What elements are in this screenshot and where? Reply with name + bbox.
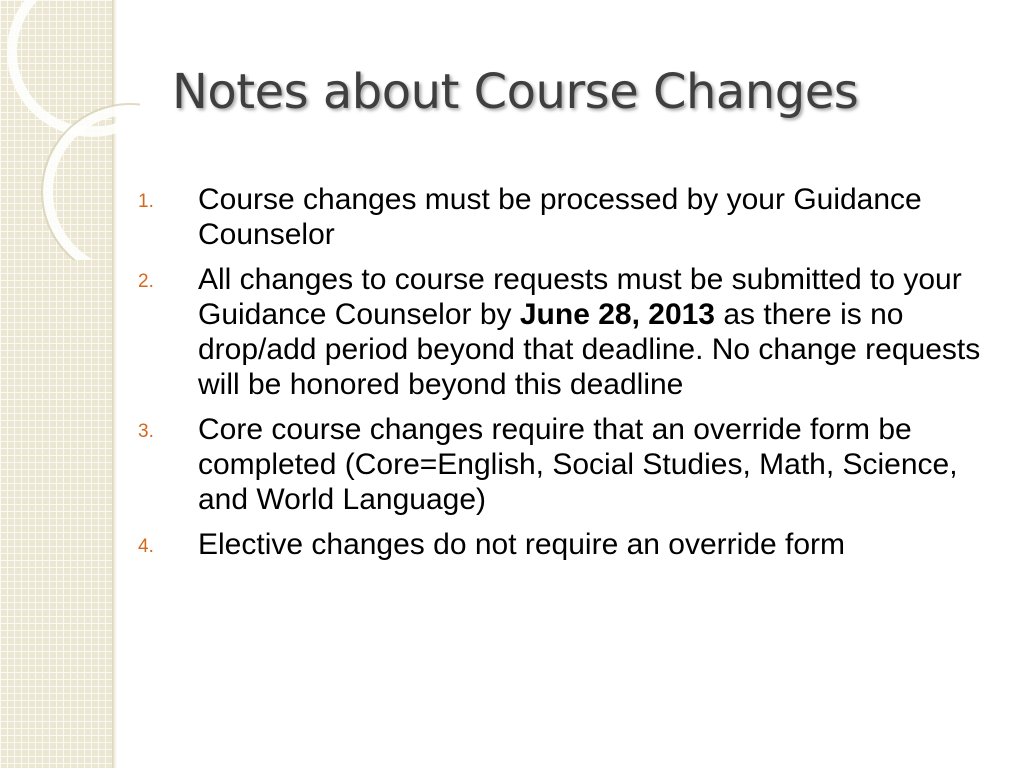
- slide-title: Notes about Course Changes: [172, 64, 859, 120]
- list-text: Core course changes require that an override form be completed (Core=English, Social Studies, Math, Science, and World Language): [198, 413, 958, 516]
- list-number: 4.: [138, 536, 154, 557]
- list-text-part: as there is no drop/add period beyond that deadline. No change requests will be honored beyond this deadline: [198, 298, 981, 401]
- list-number: 3.: [138, 421, 154, 442]
- list-text-part: All changes to course requests must be submitted to your Guidance Counselor by: [198, 263, 962, 331]
- decorative-side-band: [0, 0, 112, 768]
- list-text: [198, 263, 980, 401]
- list-number: 2.: [138, 271, 154, 292]
- list-item: [138, 412, 988, 517]
- deadline-date: June 28, 2013: [519, 298, 715, 331]
- list-number: 1.: [138, 191, 154, 212]
- list-item: [138, 262, 988, 402]
- list-item: [138, 182, 988, 252]
- list-item: [138, 527, 988, 562]
- side-band-edge: [112, 0, 117, 768]
- list-text: Course changes must be processed by your Guidance Counselor: [198, 183, 922, 251]
- notes-list: [138, 182, 988, 572]
- list-text: Elective changes do not require an override form: [198, 528, 846, 561]
